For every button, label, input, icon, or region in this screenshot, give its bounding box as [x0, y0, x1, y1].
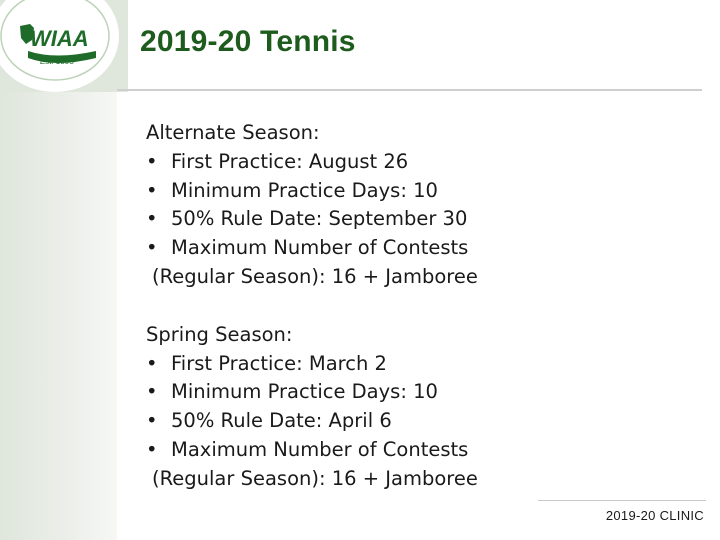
season-content [146, 119, 706, 494]
list-item [146, 177, 706, 206]
bullet-marker: • [146, 380, 158, 404]
bullet-marker: • [146, 178, 158, 202]
logo-wordmark: WIAA [30, 26, 89, 51]
list-item [146, 234, 706, 263]
list-item [146, 350, 706, 379]
list-item-text: 50% Rule Date: April 6 [171, 409, 392, 433]
wiaa-logo-graphic [0, 0, 128, 92]
bullet-marker: • [146, 437, 158, 461]
list-item-text: Minimum Practice Days: 10 [171, 178, 438, 202]
bullet-marker: • [146, 207, 158, 231]
list-item-text: Maximum Number of Contests [171, 437, 469, 461]
bullet-marker: • [146, 351, 158, 375]
page-title: 2019-20 Tennis [140, 25, 356, 58]
footer-divider [538, 500, 706, 501]
list-item-continuation: (Regular Season): 16 + Jamboree [152, 264, 478, 288]
bullet-list [146, 350, 706, 465]
list-item [146, 205, 706, 234]
bullet-marker: • [146, 149, 158, 173]
section-heading: Spring Season: [146, 322, 293, 346]
list-item-text: 50% Rule Date: September 30 [171, 207, 468, 231]
section-heading: Alternate Season: [146, 121, 320, 144]
list-item-continuation: (Regular Season): 16 + Jamboree [152, 466, 478, 490]
list-item [146, 407, 706, 436]
list-item-text: Maximum Number of Contests [171, 236, 469, 260]
list-item [146, 378, 706, 407]
list-item [146, 148, 706, 177]
list-item-text: First Practice: March 2 [171, 351, 387, 375]
section-spacer [146, 292, 706, 321]
bullet-marker: • [146, 236, 158, 260]
list-item-text: Minimum Practice Days: 10 [171, 380, 438, 404]
wiaa-logo [0, 0, 128, 92]
alternate-season-section [146, 119, 706, 292]
title-divider [117, 89, 702, 91]
bullet-list [146, 148, 706, 263]
bullet-marker: • [146, 409, 158, 433]
footer-label: 2019-20 CLINIC [605, 508, 704, 523]
spring-season-section [146, 321, 706, 494]
list-item-text: First Practice: August 26 [171, 149, 409, 173]
logo-subtext: Est. 1895 [40, 57, 74, 66]
list-item [146, 436, 706, 465]
